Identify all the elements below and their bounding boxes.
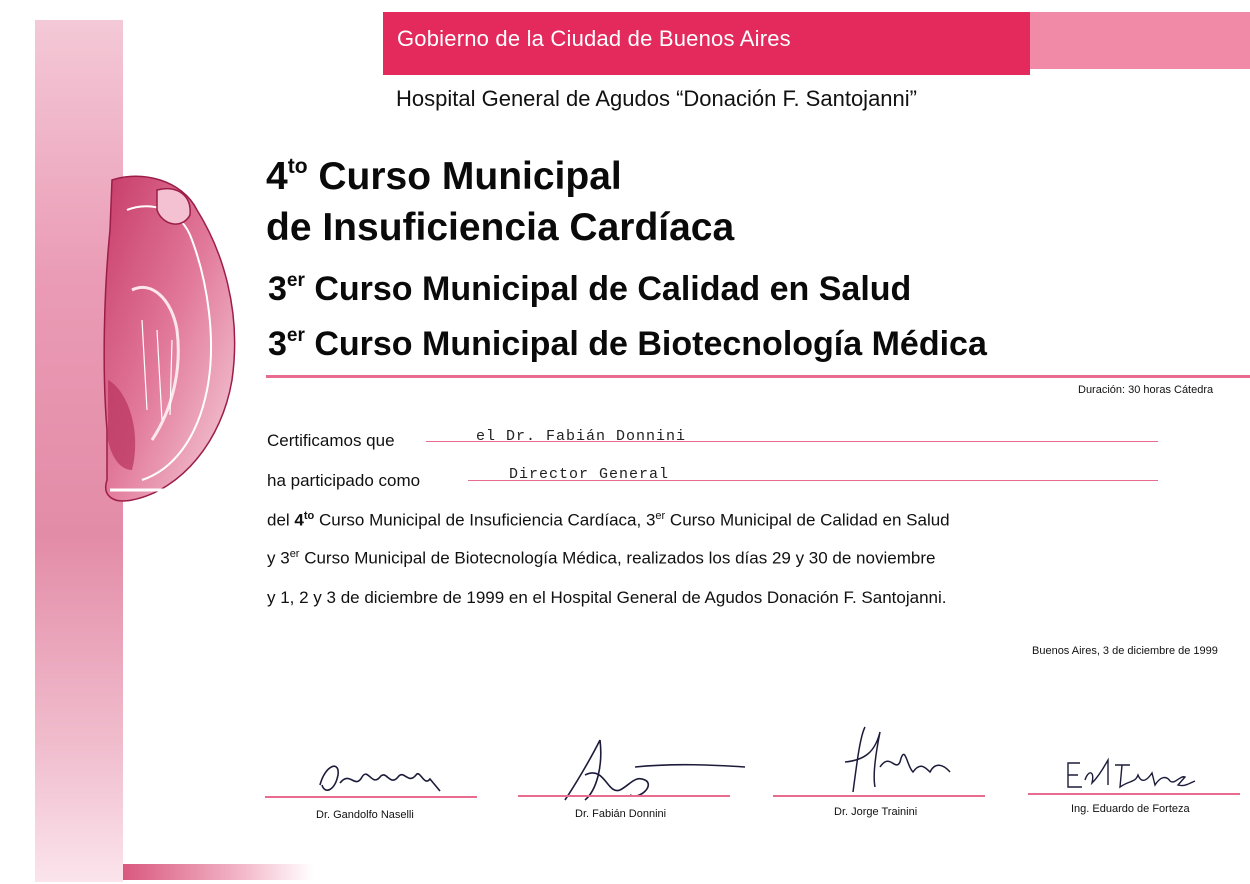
- role-label: ha participado como: [267, 471, 421, 490]
- role-value: Director General: [509, 466, 670, 483]
- course-title-line-3: 3er Curso Municipal de Calidad en Salud: [268, 269, 912, 308]
- header-banner-accent: [1030, 12, 1250, 69]
- signature-line-4: [1028, 793, 1240, 795]
- certificate-paragraph-line-1: del $4^{to}$ Curso Municipal de Insuficiencia Cardíaca, 3er Curso Municipal de Calidad en Salud: [267, 510, 950, 530]
- certificate-paragraph-line-2: y 3er Curso Municipal de Biotecnología Médica, realizados los días 29 y 30 de noviembre: [267, 548, 936, 568]
- signatory-name-1: Dr. Gandolfo Naselli: [316, 809, 414, 821]
- signature-line-2: [518, 795, 730, 797]
- signature-line-1: [265, 796, 477, 798]
- signatory-name-2: Dr. Fabián Donnini: [575, 808, 667, 820]
- certificate-paragraph-line-3: y 1, 2 y 3 de diciembre de 1999 en el Hospital General de Agudos Donación F. Santojanni.: [267, 588, 947, 607]
- course-title-line-2: de Insuficiencia Cardíaca: [266, 206, 735, 249]
- government-title: Gobierno de la Ciudad de Buenos Aires: [397, 26, 791, 51]
- signature-forteza: [1060, 755, 1200, 795]
- signature-trainini: [835, 722, 965, 797]
- signature-naselli: [300, 755, 460, 800]
- course-title-line-1: $4^{to}$ Curso Municipal: [266, 155, 622, 198]
- signatory-name-4: Ing. Eduardo de Forteza: [1071, 803, 1190, 815]
- course-title-line-4: 3er Curso Municipal de Biotecnología Médica: [268, 324, 987, 363]
- hospital-name: Hospital General de Agudos “Donación F. Santojanni”: [396, 86, 917, 111]
- title-divider: [266, 375, 1250, 378]
- decorative-bottom-band: [123, 864, 313, 880]
- heart-illustration: [32, 170, 242, 510]
- recipient-name: el Dr. Fabián Donnini: [476, 428, 687, 445]
- signature-line-3: [773, 795, 985, 797]
- signatory-name-3: Dr. Jorge Trainini: [834, 806, 918, 818]
- place-date: Buenos Aires, 3 de diciembre de 1999: [1032, 645, 1218, 657]
- certify-label: Certificamos que: [267, 431, 395, 450]
- duration-label: Duración: 30 horas Cátedra: [1078, 384, 1214, 396]
